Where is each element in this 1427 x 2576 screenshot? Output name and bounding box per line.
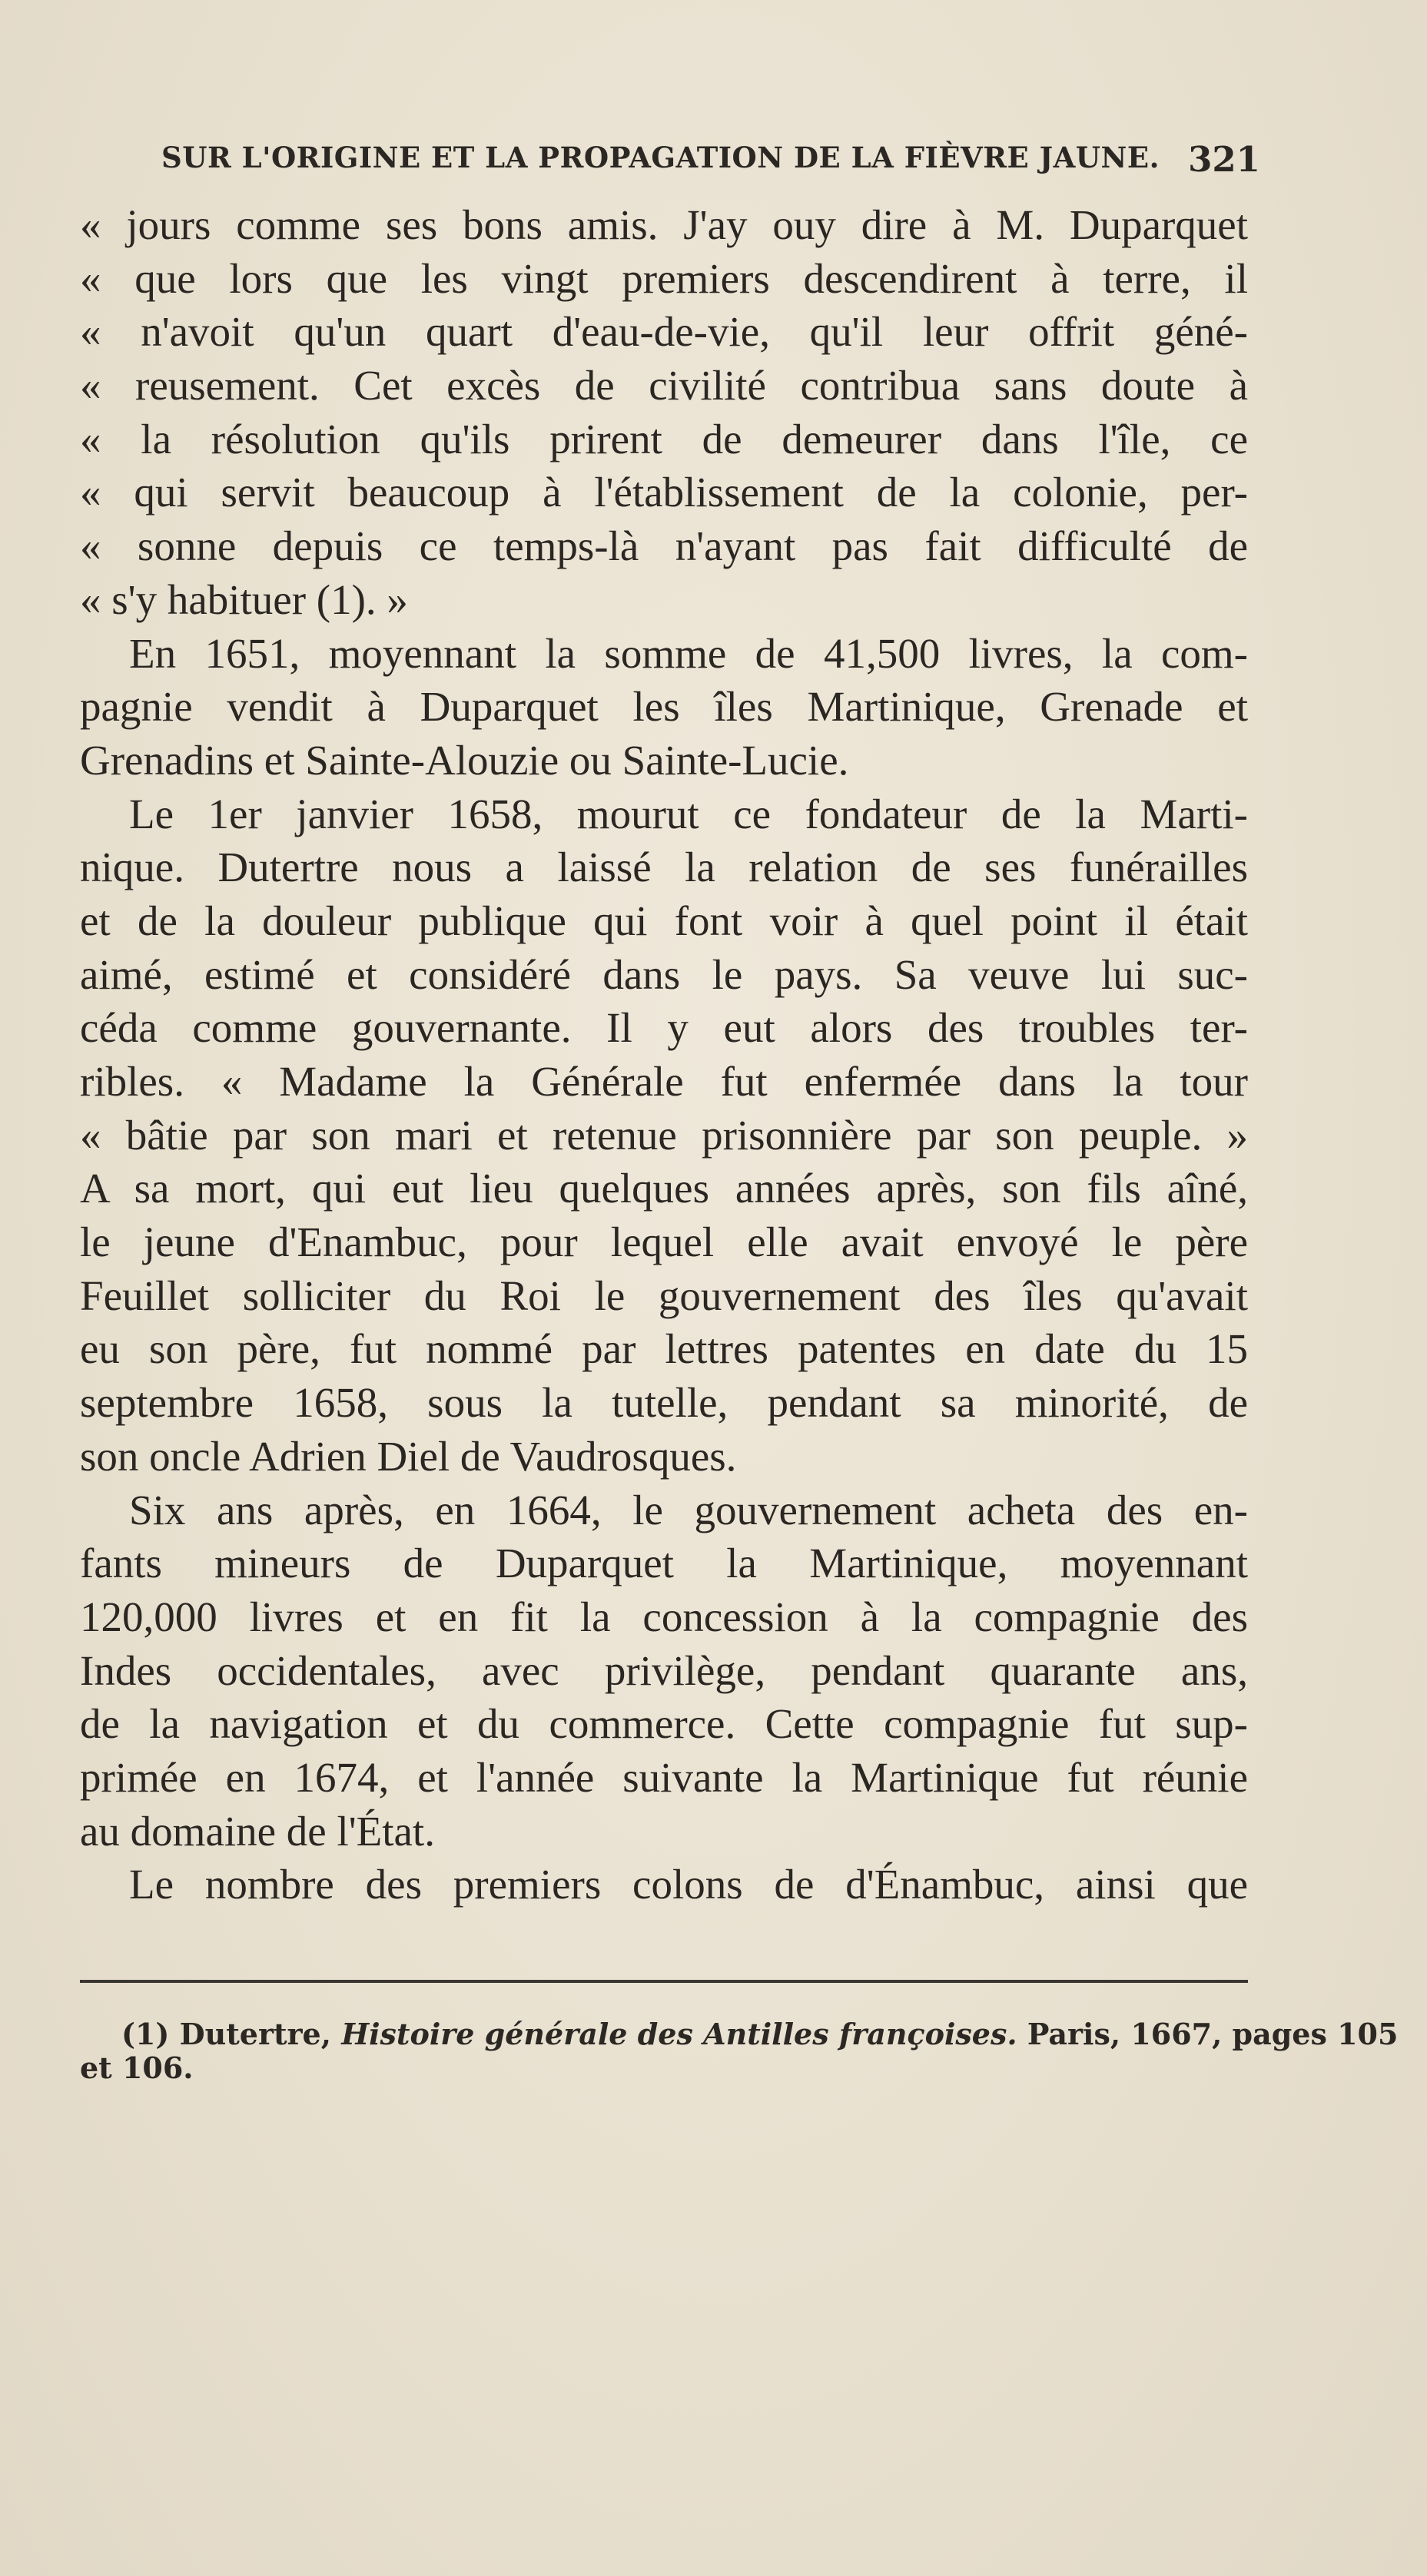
footnote-separator [80,1980,1248,1983]
footnote-line: et 106. [80,2051,194,2085]
text-line: « la résolution qu'ils prirent de demeurer dans l'île, ce [80,415,1248,462]
text-line: septembre 1658, sous la tutelle, pendant sa minorité, de [80,1379,1248,1427]
text-line: fants mineurs de Duparquet la Martinique, moyennant [80,1540,1248,1587]
footnote-marker: (1) Dutertre, [121,2017,331,2051]
paragraph-start: Six ans après, en 1664, le gouvernement acheta des en- [129,1486,1248,1533]
text-line: eu son père, fut nommé par lettres patentes en date du 15 [80,1325,1248,1373]
page-number: 321 [1188,139,1260,180]
paragraph-start: Le 1er janvier 1658, mourut ce fondateur de la Marti- [129,790,1248,837]
text-line: Indes occidentales, avec privilège, pendant quarante ans, [80,1646,1248,1694]
paragraph-start: Le nombre des premiers colons de d'Énambuc, ainsi que [129,1861,1248,1908]
text-line: et de la douleur publique qui font voir à quel point il était [80,897,1248,944]
text-line: « sonne depuis ce temps-là n'ayant pas fait difficulté de [80,522,1248,570]
text-line: de la navigation et du commerce. Cette compagnie fut sup- [80,1700,1248,1748]
text-line: « jours comme ses bons amis. J'ay ouy dire à M. Duparquet [80,201,1248,248]
text-line: céda comme gouvernante. Il y eut alors des troubles ter- [80,1004,1248,1052]
footnote [80,2017,1399,2085]
text-line: « qui servit beaucoup à l'établissement de la colonie, per- [80,469,1248,516]
paragraph-start: En 1651, moyennant la somme de 41,500 livres, la com- [129,629,1248,677]
footnote-work-title: Histoire générale des Antilles françoises. [341,2017,1017,2051]
text-line: « s'y habituer (1). » [80,575,408,623]
text-line: 120,000 livres et en fit la concession à la compagnie des [80,1593,1248,1640]
footnote-publication: Paris, 1667, pages 105 [1027,2017,1399,2051]
text-line: « que lors que les vingt premiers descendirent à terre, il [80,254,1248,302]
text-line: Grenadins et Sainte-Alouzie ou Sainte-Lucie. [80,736,849,784]
body-text [80,198,1248,1911]
text-line: le jeune d'Enambuc, pour lequel elle avait envoyé le père [80,1218,1248,1266]
text-line: « bâtie par son mari et retenue prisonnière par son peuple. » [80,1111,1248,1159]
text-line: ribles. « Madame la Générale fut enfermée dans la tour [80,1058,1248,1105]
text-line: au domaine de l'État. [80,1807,435,1855]
text-line: nique. Dutertre nous a laissé la relation de ses funérailles [80,844,1248,891]
text-line: « reusement. Cet excès de civilité contribua sans doute à [80,362,1248,409]
footnote-line [80,2017,1399,2051]
text-line: « n'avoit qu'un quart d'eau-de-vie, qu'il leur offrit géné- [80,308,1248,356]
text-line: Feuillet solliciter du Roi le gouvernement des îles qu'avait [80,1271,1248,1319]
text-line: aimé, estimé et considéré dans le pays. Sa veuve lui suc- [80,950,1248,998]
text-line: pagnie vendit à Duparquet les îles Martinique, Grenade et [80,683,1248,731]
text-line: son oncle Adrien Diel de Vaudrosques. [80,1432,737,1480]
text-line: A sa mort, qui eut lieu quelques années après, son fils aîné, [80,1165,1248,1212]
running-title: SUR L'ORIGINE ET LA PROPAGATION DE LA FIÈVRE JAUNE. [161,141,1160,174]
text-line: primée en 1674, et l'année suivante la Martinique fut réunie [80,1753,1248,1801]
page-header [161,134,1260,188]
